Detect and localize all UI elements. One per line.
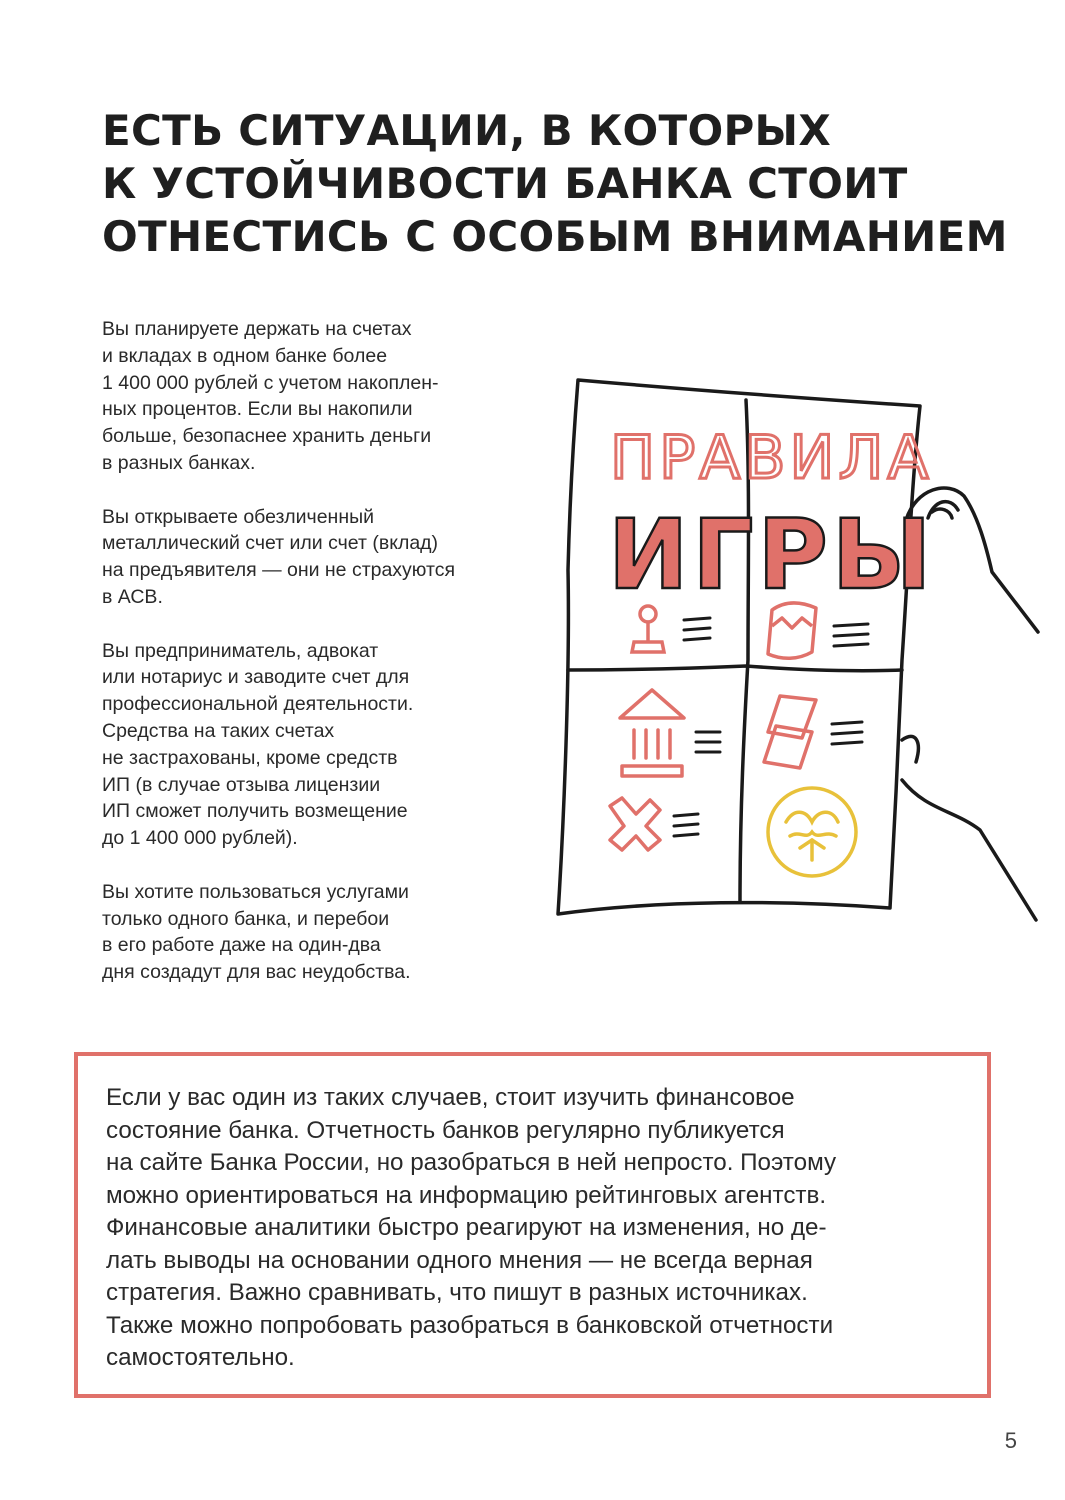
page-title	[102, 104, 1008, 263]
situation-line: ИП (в случае отзыва лицензии	[102, 773, 381, 796]
note-line: лать выводы на основании одного мнения — не всегда верная	[106, 1246, 813, 1274]
situation-line: Средства на таких счетах	[102, 719, 335, 742]
situation-line: Вы планируете держать на счетах	[102, 318, 412, 340]
scroll-icon	[768, 603, 816, 658]
text-lines-icon	[832, 722, 862, 744]
note-line: состояние банка. Отчетность банков регулярно публикуется	[106, 1116, 785, 1144]
situation-line: в его работе даже на один-два	[102, 934, 381, 957]
situation-item	[102, 504, 542, 611]
rules-poster-illustration	[550, 370, 1050, 930]
title-line: ОТНЕСТИСЬ С ОСОБЫМ ВНИМАНИЕМ	[102, 212, 1008, 261]
stamp-icon	[632, 606, 664, 652]
situation-item	[102, 638, 542, 852]
situation-item	[102, 879, 542, 986]
text-lines-icon	[696, 732, 720, 752]
situation-line: и вкладах в одном банке более	[102, 344, 388, 367]
title-line: К УСТОЙЧИВОСТИ БАНКА СТОИТ	[102, 159, 908, 208]
page-number: 5	[1004, 1428, 1017, 1453]
note-line: Финансовые аналитики быстро реагируют на изменения, но де-	[106, 1214, 827, 1241]
text-lines-icon	[684, 618, 710, 640]
situation-line: металлический счет или счет (вклад)	[102, 532, 439, 555]
situation-line: Вы хотите пользоваться услугами	[102, 880, 409, 903]
note-line: стратегия. Важно сравнивать, что пишут в разных источниках.	[106, 1279, 808, 1306]
situation-line: ных процентов. Если вы накопили	[102, 398, 413, 421]
note-text	[106, 1082, 976, 1375]
situation-line: в АСВ.	[102, 585, 163, 608]
situation-line: ИП сможет получить возмещение	[102, 800, 408, 823]
situation-line: Вы открываете обезличенный	[102, 505, 374, 528]
note-line: Также можно попробовать разобраться в банковской отчетности	[106, 1311, 834, 1339]
text-lines-icon	[674, 814, 698, 836]
situation-line: или нотариус и заводите счет для	[102, 666, 410, 689]
cross-icon	[610, 798, 660, 850]
situation-line: профессиональной деятельности.	[102, 693, 414, 716]
banknotes-icon	[764, 696, 816, 768]
title-line: ЕСТЬ СИТУАЦИИ, В КОТОРЫХ	[102, 106, 832, 155]
situation-line: в разных банках.	[102, 451, 256, 474]
situation-line: 1 400 000 рублей с учетом накоплен-	[102, 371, 439, 394]
note-box	[74, 1052, 991, 1398]
text-lines-icon	[834, 624, 868, 646]
situation-line: только одного банка, и перебои	[102, 907, 390, 930]
situations-list	[102, 316, 542, 1013]
situation-line: дня создадут для вас неудобства.	[102, 961, 411, 984]
note-line: Если у вас один из таких случаев, стоит изучить финансовое	[106, 1084, 795, 1111]
situation-line: до 1 400 000 рублей).	[102, 827, 298, 850]
poster-heading-top: ПРАВИЛА	[610, 423, 933, 493]
situation-line: больше, безопаснее хранить деньги	[102, 425, 432, 448]
situation-line: Вы предприниматель, адвокат	[102, 639, 379, 662]
poster-heading-bottom: ИГРЫ	[608, 499, 936, 611]
bank-icon	[620, 690, 684, 776]
situation-item	[102, 316, 542, 477]
coin-icon	[768, 788, 856, 876]
note-line: самостоятельно.	[106, 1344, 295, 1371]
note-line: на сайте Банка России, но разобраться в ней непросто. Поэтому	[106, 1149, 837, 1176]
situation-line: не застрахованы, кроме средств	[102, 746, 398, 769]
note-line: можно ориентироваться на информацию рейтинговых агентств.	[106, 1181, 827, 1209]
situation-line: на предъявителя — они не страхуются	[102, 559, 456, 582]
